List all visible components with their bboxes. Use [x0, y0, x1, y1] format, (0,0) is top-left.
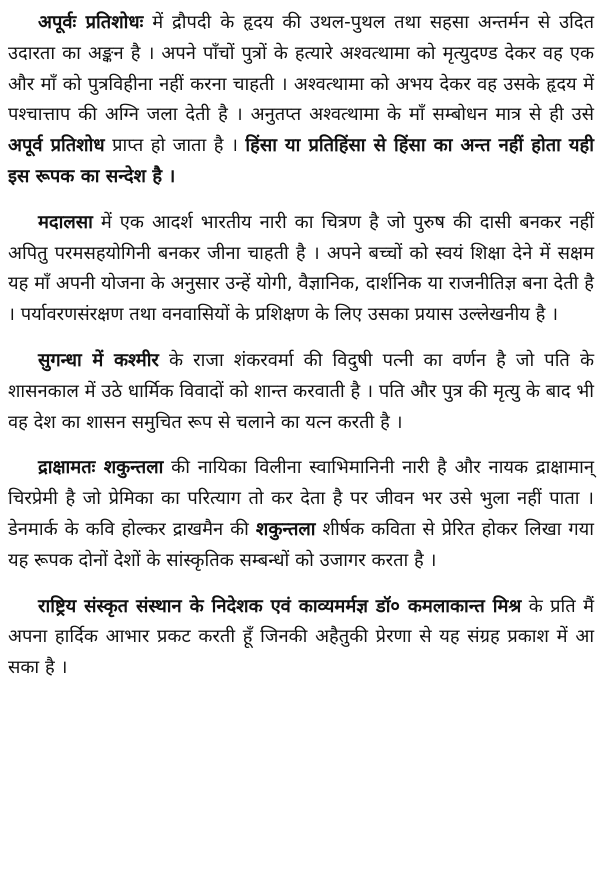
- play-message-emphasis: हिंसा या प्रतिहिंसा से हिंसा का अन्त नहीं होता यही इस रूपक का सन्देश है ।: [8, 135, 594, 187]
- paragraph-text: प्राप्त हो जाता है ।: [104, 135, 246, 157]
- paragraph-apurva-pratishodh: [8, 8, 594, 193]
- paragraph-madalasa: [8, 208, 594, 331]
- paragraph-drakshamatah-shakuntala: [8, 453, 594, 576]
- paragraph-text: में एक आदर्श भारतीय नारी का चित्रण है जो पुरुष की दासी बनकर नहीं अपितु परमसहयोगिनी बनकर जीना चाहती है । अपने बच्चों को स्वयं शिक्षा देने में सक्षम यह माँ अपनी योजना के अनुसार उन्हें योगी, वैज्ञानिक, दार्शनिक या राजनीतिज्ञ बना देती है । पर्यावरणसंरक्षण तथा वनवासियों के प्रशिक्षण के लिए उसका प्रयास उल्लेखनीय है ।: [8, 211, 594, 326]
- paragraph-acknowledgement: [8, 592, 594, 684]
- paragraph-text: के राजा शंकरवर्मा की विदुषी पत्नी का वर्णन है जो पति के शासनकाल में उठे धार्मिक विवादों को शान्त करवाती है । पति और पुत्र की मृत्यु के बाद भी वह देश का शासन समुचित रूप से चलाने का यत्न करती है ।: [8, 349, 594, 433]
- play-title-madalasa: मदालसा: [38, 211, 93, 233]
- play-title-sugandha: सुगन्धा में कश्मीर: [38, 349, 159, 371]
- emphasis-apurva-pratishodh: अपूर्व प्रतिशोध: [8, 135, 105, 157]
- paragraph-text: शीर्षक कविता से प्रेरित होकर लिखा गया यह रूपक दोनों देशों के सांस्कृतिक सम्बन्धों को उजागर करता है ।: [8, 518, 594, 571]
- play-title-apurva-pratishodh: अपूर्वः प्रतिशोधः: [38, 12, 144, 33]
- paragraph-text: की नायिका विलीना स्वाभिमानिनी नारी है और नायक द्राक्षामान् चिरप्रेमी है जो प्रेमिका का परित्याग तो कर देता है पर जीवन भर उसे भुला नहीं पाता । डेनमार्क के कवि होल्कर द्राखमैन की: [8, 457, 594, 540]
- paragraph-sugandha: [8, 346, 594, 438]
- poem-title-shakuntala: शकुन्तला: [255, 518, 316, 540]
- play-title-drakshamatah-shakuntala: द्राक्षामतः शकुन्तला: [38, 457, 164, 479]
- paragraph-text: के प्रति मैं अपना हार्दिक आभार प्रकट करती हूँ जिनकी अहैतुकी प्रेरणा से यह संग्रह प्रकाश में आ सका है ।: [8, 595, 595, 679]
- acknowledged-person: राष्ट्रिय संस्कृत संस्थान के निदेशक एवं काव्यमर्मज्ञ डॉ० कमलाकान्त मिश्र: [38, 595, 522, 617]
- paragraph-text: में द्रौपदी के हृदय की उथल-पुथल तथा सहसा अन्तर्मन से उदित उदारता का अङ्कन है । अपने पाँचों पुत्रों के हत्यारे अश्वत्थामा को मृत्युदण्ड देकर वह एक और माँ को पुत्रविहीना नहीं करना चाहती । अश्वत्थामा को अभय देकर वह उसके हृदय में पश्चात्ताप की अग्नि जला देती है । अनुतप्त अश्वत्थामा के माँ सम्बोधन मात्र से ही उसे: [8, 12, 594, 126]
